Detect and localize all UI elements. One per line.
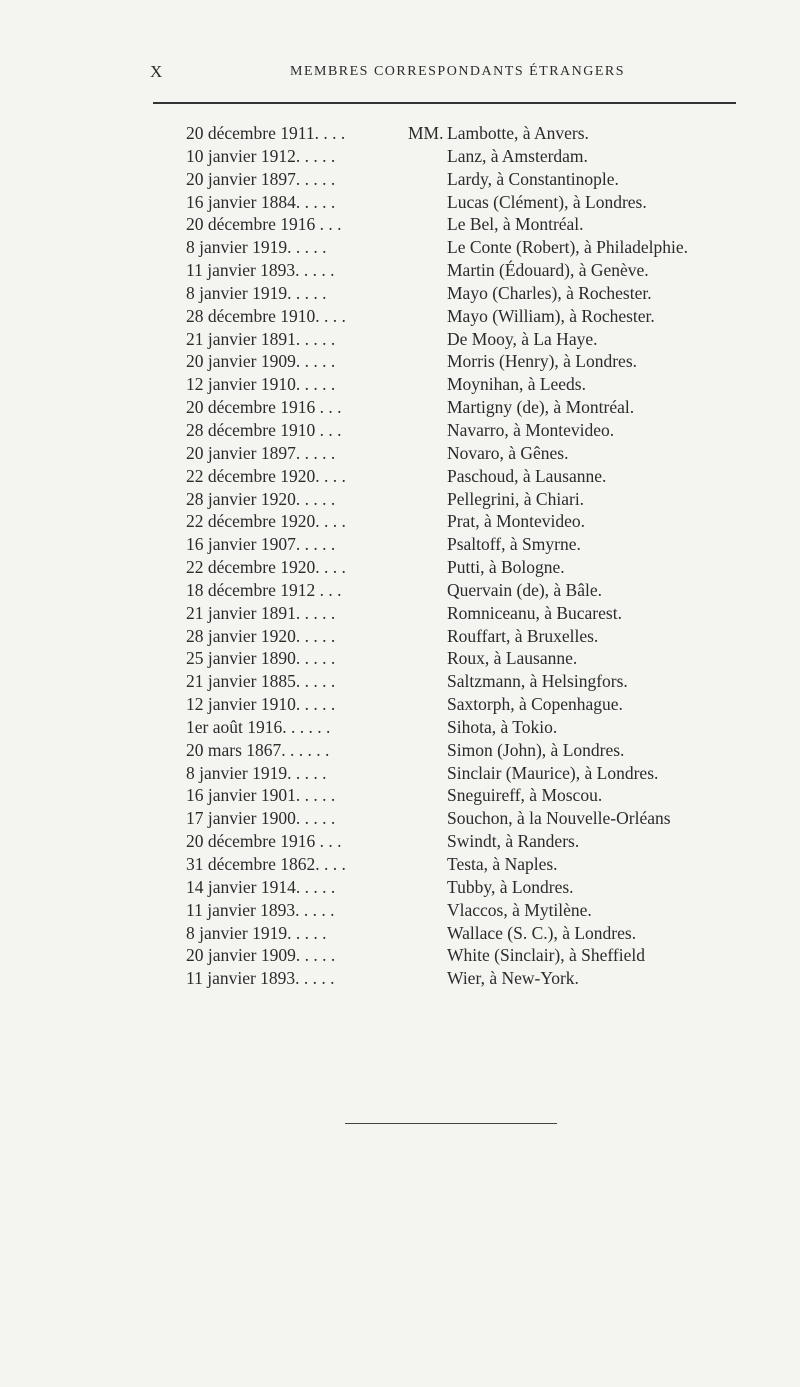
list-item	[0, 670, 800, 693]
list-item	[0, 830, 800, 853]
list-item	[0, 739, 800, 762]
list-item	[0, 236, 800, 259]
entry-name: Navarro, à Montevideo.	[447, 419, 615, 440]
entry-date: 20 décembre 1916 . . .	[186, 831, 342, 852]
list-item	[0, 419, 800, 442]
entry-date: 8 janvier 1919. . . . .	[186, 282, 327, 303]
entry-date: 12 janvier 1910. . . . .	[186, 694, 336, 715]
entry-name: Lardy, à Constantinople.	[447, 168, 619, 189]
entry-date: 28 janvier 1920. . . . .	[186, 488, 336, 509]
entry-date: 12 janvier 1910. . . . .	[186, 374, 336, 395]
entry-date: 28 décembre 1910. . . .	[186, 305, 346, 326]
entry-date: 8 janvier 1919. . . . .	[186, 922, 327, 943]
list-item	[0, 191, 800, 214]
entry-date: 8 janvier 1919. . . . .	[186, 237, 327, 258]
entry-name: Rouffart, à Bruxelles.	[447, 625, 599, 646]
entry-date: 22 décembre 1920. . . .	[186, 465, 346, 486]
entry-name: Le Conte (Robert), à Philadelphie.	[447, 237, 689, 258]
entry-date: 20 décembre 1916 . . .	[186, 214, 342, 235]
entry-name: Paschoud, à Lausanne.	[447, 465, 607, 486]
entry-name: Quervain (de), à Bâle.	[447, 579, 602, 600]
entry-prefix: MM.	[408, 123, 444, 143]
entry-date: 20 décembre 1911. . . .	[186, 123, 346, 143]
entry-date: 22 décembre 1920. . . .	[186, 557, 346, 578]
entry-name: Prat, à Montevideo.	[447, 511, 586, 532]
entry-name: Pellegrini, à Chiari.	[447, 488, 585, 509]
entry-name: Wallace (S. C.), à Londres.	[447, 922, 637, 943]
entry-name: Tubby, à Londres.	[447, 876, 574, 897]
entry-name: Saxtorph, à Copenhague.	[447, 694, 623, 715]
entry-name: Saltzmann, à Helsingfors.	[447, 671, 628, 692]
entry-name: Romniceanu, à Bucarest.	[447, 602, 622, 623]
entry-date: 11 janvier 1893. . . . .	[186, 968, 335, 989]
entry-date: 10 janvier 1912. . . . .	[186, 145, 336, 166]
list-item	[0, 259, 800, 282]
entry-name: Moynihan, à Leeds.	[447, 374, 586, 395]
entry-date: 31 décembre 1862. . . .	[186, 854, 346, 874]
entry-date: 14 janvier 1914. . . . .	[186, 876, 336, 897]
entry-date: 28 décembre 1910 . . .	[186, 419, 342, 440]
entry-date: 11 janvier 1893. . . . .	[186, 260, 335, 281]
list-item	[0, 899, 800, 922]
entry-date: 17 janvier 1900. . . . .	[186, 808, 336, 829]
entry-name: Sneguireff, à Moscou.	[447, 785, 603, 806]
list-item	[0, 647, 800, 670]
entry-name: Le Bel, à Montréal.	[447, 214, 584, 235]
list-item	[0, 922, 800, 945]
entry-name: Vlaccos, à Mytilène.	[447, 899, 592, 920]
entry-date: 8 janvier 1919. . . . .	[186, 762, 327, 783]
list-item	[0, 373, 800, 396]
running-title: MEMBRES CORRESPONDANTS ÉTRANGERS	[290, 64, 626, 79]
entry-date: 16 janvier 1907. . . . .	[186, 534, 336, 555]
entry-name: Lambotte, à Anvers.	[447, 123, 589, 143]
entry-name: Wier, à New-York.	[447, 968, 579, 989]
list-item	[0, 762, 800, 785]
list-item	[0, 305, 800, 328]
list-item	[0, 784, 800, 807]
entry-date: 16 janvier 1884. . . . .	[186, 191, 336, 212]
list-item	[0, 213, 800, 236]
list-item	[0, 465, 800, 488]
list-item	[0, 602, 800, 625]
entry-name: Mayo (Charles), à Rochester.	[447, 282, 652, 303]
entry-name: Martigny (de), à Montréal.	[447, 397, 635, 418]
entry-date: 20 mars 1867. . . . . .	[186, 739, 330, 760]
member-list	[0, 122, 800, 990]
entry-date: 20 janvier 1909. . . . .	[186, 351, 336, 372]
entry-name: Souchon, à la Nouvelle-Orléans	[447, 808, 671, 829]
list-item	[0, 350, 800, 373]
list-item	[0, 510, 800, 533]
entry-name: Martin (Édouard), à Genève.	[447, 260, 649, 281]
entry-name: Psaltoff, à Smyrne.	[447, 534, 581, 555]
list-item	[0, 328, 800, 351]
entry-date: 21 janvier 1891. . . . .	[186, 328, 336, 349]
entry-date: 20 janvier 1897. . . . .	[186, 442, 336, 463]
entry-name: Swindt, à Randers.	[447, 831, 580, 852]
list-item	[0, 876, 800, 899]
entry-name: Testa, à Naples.	[447, 854, 558, 874]
entry-name: Sinclair (Maurice), à Londres.	[447, 762, 659, 783]
entry-name: De Mooy, à La Haye.	[447, 328, 598, 349]
list-item	[0, 442, 800, 465]
entry-date: 21 janvier 1885. . . . .	[186, 671, 336, 692]
entry-date: 1er août 1916. . . . . .	[186, 716, 331, 737]
entry-name: Lucas (Clément), à Londres.	[447, 191, 647, 212]
header-rule	[153, 102, 736, 104]
entry-date: 21 janvier 1891. . . . .	[186, 602, 336, 623]
entry-name: Sihota, à Tokio.	[447, 716, 558, 737]
entry-date: 20 janvier 1909. . . . .	[186, 945, 336, 966]
list-item	[0, 122, 800, 145]
page-number: X	[150, 62, 164, 81]
entry-date: 28 janvier 1920. . . . .	[186, 625, 336, 646]
entry-date: 20 janvier 1897. . . . .	[186, 168, 336, 189]
list-item	[0, 556, 800, 579]
page-header	[150, 62, 740, 88]
entry-name: Roux, à Lausanne.	[447, 648, 578, 669]
entry-name: Simon (John), à Londres.	[447, 739, 625, 760]
entry-name: Lanz, à Amsterdam.	[447, 145, 588, 166]
entry-name: Morris (Henry), à Londres.	[447, 351, 638, 372]
list-item	[0, 716, 800, 739]
entry-date: 16 janvier 1901. . . . .	[186, 785, 336, 806]
list-item	[0, 145, 800, 168]
list-item	[0, 282, 800, 305]
footer-rule	[345, 1123, 557, 1124]
entry-name: Putti, à Bologne.	[447, 557, 565, 578]
list-item	[0, 396, 800, 419]
entry-date: 25 janvier 1890. . . . .	[186, 648, 336, 669]
list-item	[0, 807, 800, 830]
entry-name: Novaro, à Gênes.	[447, 442, 569, 463]
list-item	[0, 853, 800, 876]
list-item	[0, 533, 800, 556]
entry-date: 20 décembre 1916 . . .	[186, 397, 342, 418]
list-item	[0, 579, 800, 602]
list-item	[0, 693, 800, 716]
list-item	[0, 168, 800, 191]
list-item	[0, 944, 800, 967]
entry-date: 11 janvier 1893. . . . .	[186, 899, 335, 920]
entry-name: White (Sinclair), à Sheffield	[447, 945, 645, 966]
entry-date: 18 décembre 1912 . . .	[186, 579, 342, 600]
list-item	[0, 488, 800, 511]
entry-name: Mayo (William), à Rochester.	[447, 305, 655, 326]
list-item	[0, 625, 800, 648]
entry-date: 22 décembre 1920. . . .	[186, 511, 346, 532]
list-item	[0, 967, 800, 990]
